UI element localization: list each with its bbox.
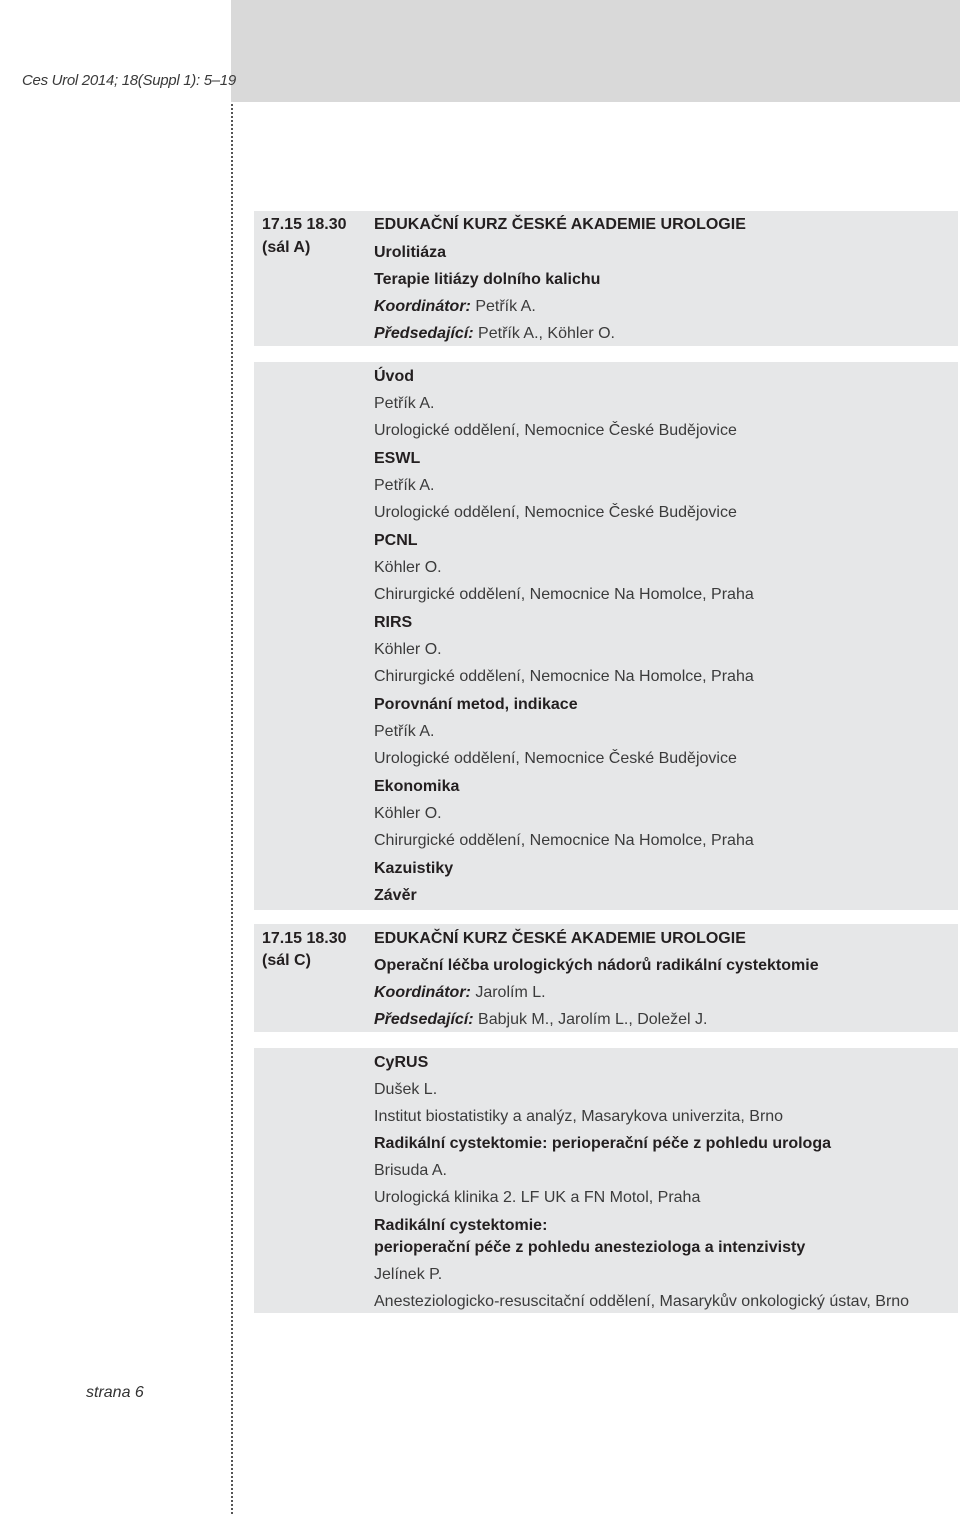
- talk-affiliation: Urologické oddělení, Nemocnice České Budějovice: [374, 422, 737, 439]
- talk-title: Ekonomika: [374, 778, 460, 795]
- talk-author: Petřík A.: [374, 395, 435, 412]
- talk-title: CyRUS: [374, 1054, 429, 1071]
- talk-title: ESWL: [374, 450, 421, 467]
- talk-title: Porovnání metod, indikace: [374, 696, 578, 713]
- session-c-chairs: Předsedající: Babjuk M., Jarolím L., Doležel J.: [374, 1011, 708, 1028]
- session-a-subtitle2: Terapie litiázy dolního kalichu: [374, 271, 601, 288]
- page-number: strana 6: [86, 1384, 144, 1401]
- header-band: [231, 0, 960, 102]
- talk-title: Radikální cystektomie: perioperační péče z pohledu urologa: [374, 1135, 831, 1152]
- talk-author: Köhler O.: [374, 559, 442, 576]
- talk-affiliation: Urologické oddělení, Nemocnice České Budějovice: [374, 750, 737, 767]
- session-a-time: 17.15 18.30: [262, 216, 347, 233]
- talk-affiliation: Chirurgické oddělení, Nemocnice Na Homolce, Praha: [374, 586, 754, 603]
- session-c-talks-block: [254, 1048, 958, 1313]
- session-c-time: 17.15 18.30: [262, 930, 347, 947]
- talk-title: Radikální cystektomie:: [374, 1217, 548, 1234]
- talk-author: Köhler O.: [374, 805, 442, 822]
- talk-author: Dušek L.: [374, 1081, 438, 1098]
- talk-author: Petřík A.: [374, 723, 435, 740]
- session-a-talks-block: [254, 362, 958, 910]
- talk-title: perioperační péče z pohledu anesteziologa a intenzivisty: [374, 1239, 806, 1256]
- journal-reference: Ces Urol 2014; 18(Suppl 1): 5–19: [22, 72, 236, 89]
- session-a-subtitle1: Urolitiáza: [374, 244, 447, 261]
- talk-author: Petřík A.: [374, 477, 435, 494]
- margin-dotted-line: [231, 104, 233, 1514]
- talk-title: Kazuistiky: [374, 860, 454, 877]
- session-a-coordinator: Koordinátor: Petřík A.: [374, 298, 536, 315]
- talk-affiliation: Urologické oddělení, Nemocnice České Budějovice: [374, 504, 737, 521]
- talk-affiliation: Chirurgické oddělení, Nemocnice Na Homolce, Praha: [374, 668, 754, 685]
- session-a-room: (sál A): [262, 239, 311, 256]
- session-c-title: EDUKAČNÍ KURZ ČESKÉ AKADEMIE UROLOGIE: [374, 930, 746, 947]
- talk-author: Köhler O.: [374, 641, 442, 658]
- talk-title: RIRS: [374, 614, 413, 631]
- talk-affiliation: Chirurgické oddělení, Nemocnice Na Homolce, Praha: [374, 832, 754, 849]
- session-c-room: (sál C): [262, 952, 311, 969]
- talk-affiliation: Urologická klinika 2. LF UK a FN Motol, Praha: [374, 1189, 701, 1206]
- talk-affiliation: Anesteziologicko-resuscitační oddělení, Masarykův onkologický ústav, Brno: [374, 1293, 910, 1310]
- session-c-coordinator: Koordinátor: Jarolím L.: [374, 984, 546, 1001]
- session-c-subtitle: Operační léčba urologických nádorů radikální cystektomie: [374, 957, 819, 974]
- session-a-chairs: Předsedající: Petřík A., Köhler O.: [374, 325, 615, 342]
- talk-title: Závěr: [374, 887, 417, 904]
- talk-affiliation: Institut biostatistiky a analýz, Masarykova univerzita, Brno: [374, 1108, 784, 1125]
- talk-title: PCNL: [374, 532, 418, 549]
- talk-title: Úvod: [374, 368, 414, 385]
- talk-author: Brisuda A.: [374, 1162, 447, 1179]
- session-a-title: EDUKAČNÍ KURZ ČESKÉ AKADEMIE UROLOGIE: [374, 216, 746, 233]
- talk-author: Jelínek P.: [374, 1266, 443, 1283]
